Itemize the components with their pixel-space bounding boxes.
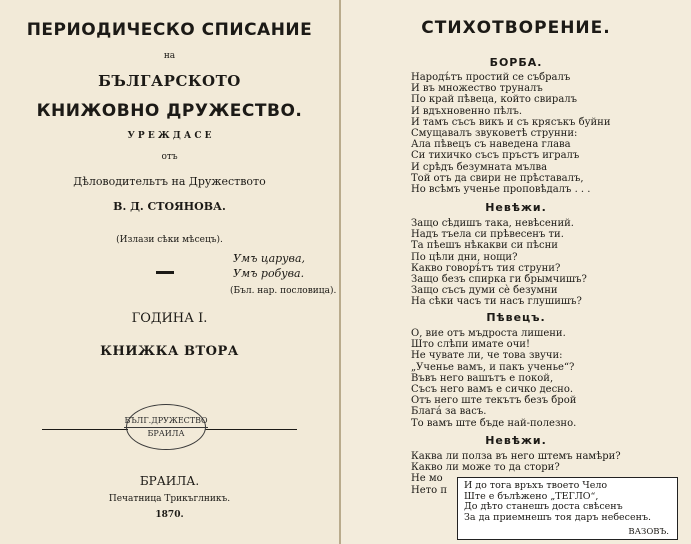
insert-line: И до тога връхъ твоето Чело [464, 480, 608, 491]
poem-line: Но всѣмъ ученье проповѣдалъ . . . [411, 184, 591, 196]
bulgarian-label: БЪЛГАРСКОТО [98, 72, 241, 90]
poem-title: СТИХОТВОРЕНИЕ. [421, 18, 611, 38]
section-heading-borba: БОРБА. [489, 56, 543, 69]
edited-by-label: У Р Е Ж Д А С Е [127, 131, 212, 141]
motto-line-2: Умъ робува. [233, 267, 305, 280]
stamp-text-bottom: БРАИЛА [147, 428, 185, 438]
poem-line: Защо сѣдишъ така, невѣсений. [411, 218, 574, 229]
poem-line: Не чувате ли, че това звучи: [411, 350, 563, 362]
society-name: КНИЖОВНО ДРУЖЕСТВО. [36, 101, 303, 121]
preposition-na: на [163, 51, 176, 61]
poem-line: Каква ли полза въ него штемъ намѣри? [411, 451, 621, 462]
rule-left [42, 429, 128, 430]
poem-line: Не мо [411, 473, 443, 485]
author-signature: ВАЗОВЪ. [628, 526, 669, 537]
poem-line: Што слѣпи имате очи! [411, 339, 530, 351]
poem-line: И срѣдъ безумната мълва [411, 161, 548, 173]
year-label: ГОДИНА I. [131, 311, 208, 326]
typed-insert-box [457, 477, 678, 540]
rule-right [205, 429, 297, 430]
poem-line: Защо безъ спирка ги брымчишъ? [411, 274, 587, 286]
poem-line: Надъ тъела си прѣвесенъ ти. [411, 229, 564, 241]
poem-line: И вдъхновенно пѣлъ. [411, 105, 523, 117]
printer-label: Печатница Трикъглникъ. [108, 494, 231, 504]
section-heading-nevezhi-2: Невѣжи. [485, 434, 547, 447]
poem-line: Какво говоръ́тъ тия струни? [411, 262, 561, 274]
poem-section-1 [411, 72, 611, 195]
poem-section-2 [411, 218, 587, 308]
poem-line: По цѣли дни, нощи? [411, 251, 518, 263]
society-stamp [126, 404, 206, 450]
poem-line: И въ множество труналъ [411, 83, 543, 95]
poem-section-3 [411, 328, 576, 429]
poem-line: Та пѣешъ нѣкакви си пѣсни [411, 240, 558, 252]
poem-line: И тамъ съсъ викъ и съ крясъкъ буйни [411, 116, 611, 128]
poem-line: Какво ли може то да стори? [411, 462, 560, 474]
poem-line: Съсъ него вамъ е сичко десно. [411, 384, 574, 396]
left-page [0, 0, 339, 544]
poem-line: О, вие отъ мъдроста лишени. [411, 328, 566, 339]
poem-line: Защо съсъ думи сѐ безумни [411, 285, 558, 297]
poem-line: То вамъ ште бъде най-полезно. [411, 417, 577, 429]
poem-line: Смущавалъ звуковетѣ струнни: [411, 128, 578, 140]
stamp-text-top: БЪЛГ.ДРУЖЕСТВО [124, 415, 207, 428]
preposition-ot: отъ [161, 152, 178, 162]
insert-line: Ште е бълѣжено „ТЕГЛО“, [464, 490, 599, 502]
section-heading-pevets: Пѣвецъ. [486, 311, 546, 324]
editor-name: В. Д. СТОЯНОВА. [113, 200, 226, 213]
motto-line-1: Умъ царува, [233, 252, 306, 265]
issue-label: КНИЖКА ВТОРА [100, 344, 239, 359]
poem-line: „Ученье вамъ, и пакъ ученье“? [411, 361, 575, 373]
poem-line: По край пѣвеца, който свиралъ [411, 94, 578, 106]
poem-line: Си тихичко съсъ пръстъ игралъ [411, 150, 580, 162]
city-label: БРАИЛА. [139, 474, 200, 488]
poem-line: Народъ́тъ простий се събралъ [411, 72, 571, 83]
poem-line: На сѣки часъ ти насъ глушишъ? [411, 296, 582, 308]
section-heading-nevezhi-1: Невѣжи. [485, 201, 547, 214]
poem-line: Въвъ него вашътъ е покой, [411, 372, 554, 384]
separator-dash [156, 271, 174, 274]
poem-line: Благá за васъ. [411, 406, 487, 418]
insert-line: За да приемнешъ тоя даръ небесенъ. [464, 511, 652, 523]
poem-line: Той отъ да свири не прѣставалъ, [411, 172, 584, 184]
frequency-note: (Излази сѣки мѣсецъ). [116, 235, 223, 245]
poem-line: Нето п [411, 484, 448, 496]
secretary-label: Дѣловодительтъ на Дружеството [73, 175, 266, 188]
printed-year: 1870. [155, 510, 184, 520]
poem-line: Ала пѣвецъ съ наведена глава [411, 139, 571, 151]
motto-source: (Бъл. нар. пословица). [230, 286, 337, 296]
poem-line: Отъ него ште текътъ безъ брой [411, 395, 577, 407]
right-page [341, 0, 691, 544]
insert-line: До дѣто станешъ доста свѣсенъ [464, 501, 623, 512]
journal-title: ПЕРИОДИЧЕСКО СПИСАНИЕ [26, 20, 313, 40]
